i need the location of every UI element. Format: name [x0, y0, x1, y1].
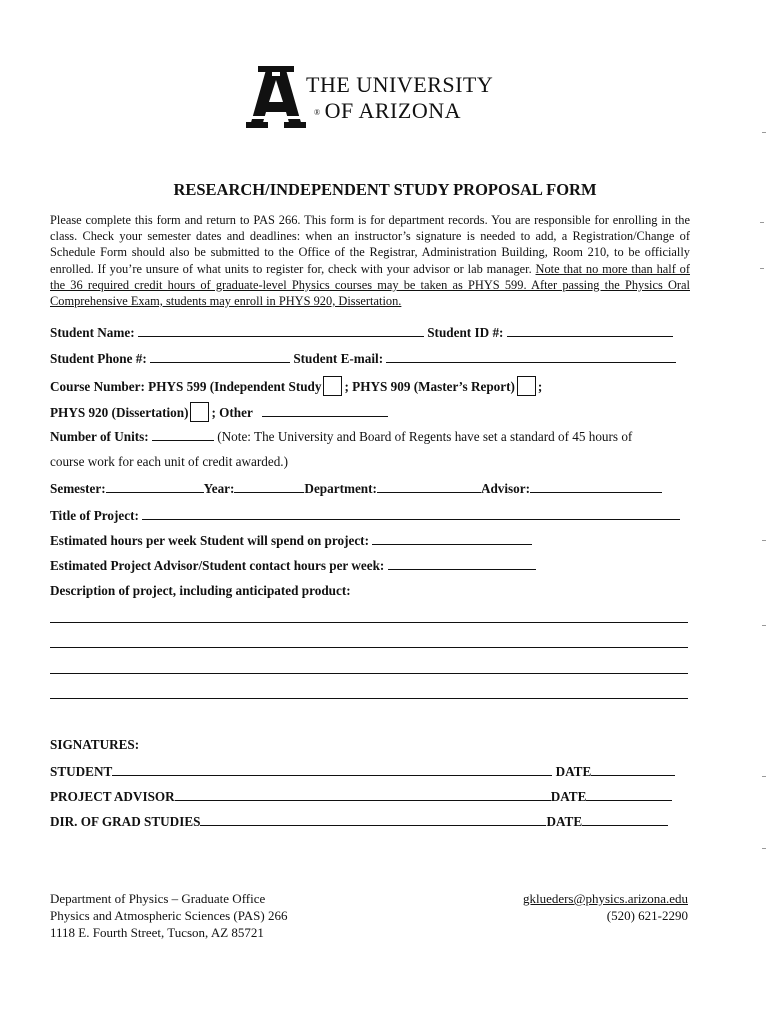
- student-email-label: Student E-mail:: [293, 351, 384, 366]
- estimated-hours-label: Estimated hours per week Student will spend on project:: [50, 533, 369, 548]
- footer-email-link[interactable]: gklueders@physics.arizona.edu: [522, 891, 688, 906]
- scan-speck: [762, 625, 766, 626]
- student-name-label: Student Name:: [50, 325, 135, 340]
- year-label: Year:: [203, 481, 235, 496]
- logo-line-2: OF ARIZONA: [324, 98, 461, 123]
- signatures-heading: SIGNATURES:: [50, 737, 140, 752]
- semester-field[interactable]: [106, 480, 204, 493]
- instructions-paragraph: [50, 212, 690, 309]
- description-label: Description of project, including anticipated product:: [50, 583, 351, 598]
- form-title: RESEARCH/INDEPENDENT STUDY PROPOSAL FORM: [173, 180, 597, 199]
- advisor-label: Advisor:: [480, 481, 531, 496]
- dir-date-label: DATE: [546, 814, 583, 829]
- footer-street: 1118 E. Fourth Street, Tucson, AZ 85721: [50, 925, 264, 940]
- phys920-label: PHYS 920 (Dissertation): [50, 405, 189, 420]
- description-line-3[interactable]: [50, 673, 688, 674]
- student-email-field[interactable]: [386, 350, 676, 363]
- advisor-date-label: DATE: [550, 789, 587, 804]
- year-field[interactable]: [234, 480, 304, 493]
- student-signature-label: STUDENT: [50, 764, 113, 779]
- contact-hours-label: Estimated Project Advisor/Student contact hours per week:: [50, 558, 385, 573]
- row-semester: [50, 480, 690, 497]
- other-field[interactable]: [262, 404, 388, 417]
- student-id-field[interactable]: [507, 324, 673, 337]
- student-id-label: Student ID #:: [427, 325, 504, 340]
- department-field[interactable]: [377, 480, 481, 493]
- row-advisor-signature: [50, 788, 690, 805]
- student-date-label: DATE: [555, 764, 592, 779]
- block-a-logo-icon: [246, 66, 306, 128]
- logo-line-1: THE UNIVERSITY: [306, 72, 494, 97]
- department-label: Department:: [304, 481, 377, 496]
- dir-date-field[interactable]: [582, 813, 668, 826]
- student-date-field[interactable]: [591, 763, 675, 776]
- student-phone-label: Student Phone #:: [50, 351, 147, 366]
- dir-signature-label: DIR. OF GRAD STUDIES: [50, 814, 201, 829]
- instructions-note: Note that no more than half of the 36 required credit hours of graduate-level Physics courses may be taken as PHYS 599. After passing the Physics Oral Comprehensive Exam, students may enroll in PHYS 920, Dissertation.: [50, 261, 690, 309]
- row-project-title: [50, 507, 690, 524]
- student-signature-field[interactable]: [112, 763, 552, 776]
- project-title-label: Title of Project:: [50, 508, 139, 523]
- phys599-checkbox[interactable]: [323, 376, 342, 396]
- phys909-checkbox[interactable]: [517, 376, 536, 396]
- instructions-text: Please complete this form and return to PAS 266. This form is for department records. You are responsible for enrolling in the class. Check your semester dates and deadlines: when an instructor’s signature is needed to add, a Registration/Change of Schedule Form should also be submitted to the Office of the Registrar, Administration Building, Room 210, to be officially enrolled. If you’re unsure of what units to register for, check with your advisor or lab manager.: [50, 213, 690, 276]
- footer-building: Physics and Atmospheric Sciences (PAS) 266: [50, 908, 288, 923]
- row-dir-signature: [50, 813, 690, 830]
- phys909-label: ; PHYS 909 (Master’s Report): [344, 379, 515, 394]
- advisor-field[interactable]: [530, 480, 662, 493]
- scan-speck: [762, 540, 766, 541]
- scan-speck: [762, 132, 766, 133]
- scan-speck: [762, 848, 766, 849]
- row-estimated-hours: [50, 532, 690, 549]
- footer-address: [50, 890, 287, 941]
- row-contact-hours: [50, 557, 690, 574]
- university-logo: [246, 66, 506, 130]
- units-label: Number of Units:: [50, 429, 149, 444]
- student-phone-field[interactable]: [150, 350, 290, 363]
- semicolon-text: ;: [537, 379, 543, 394]
- row-student-signature: [50, 763, 690, 780]
- estimated-hours-field[interactable]: [372, 532, 532, 545]
- logo-wordmark: [306, 72, 493, 126]
- row-student-name: [50, 324, 690, 341]
- scan-speck: [760, 268, 764, 269]
- student-name-field[interactable]: [138, 324, 424, 337]
- row-units-note: [50, 454, 690, 470]
- other-label: ; Other: [211, 405, 253, 420]
- dir-signature-field[interactable]: [200, 813, 546, 826]
- project-title-field[interactable]: [142, 507, 680, 520]
- advisor-signature-field[interactable]: [175, 788, 551, 801]
- row-description: [50, 583, 690, 599]
- scan-speck: [760, 222, 764, 223]
- course-number-label: Course Number: PHYS 599 (Independent Study: [50, 379, 322, 394]
- row-student-phone: [50, 350, 690, 367]
- row-units: [50, 428, 690, 445]
- units-note-continued: course work for each unit of credit awarded.): [50, 454, 288, 469]
- row-phys920: [50, 402, 690, 422]
- contact-hours-field[interactable]: [388, 557, 536, 570]
- description-line-4[interactable]: [50, 698, 688, 699]
- registered-mark: ®: [314, 107, 321, 117]
- row-course-number: [50, 376, 690, 396]
- advisor-date-field[interactable]: [586, 788, 672, 801]
- scan-speck: [762, 776, 766, 777]
- description-line-1[interactable]: [50, 622, 688, 623]
- phys920-checkbox[interactable]: [190, 402, 209, 422]
- description-line-2[interactable]: [50, 647, 688, 648]
- footer-phone: (520) 621-2290: [606, 908, 688, 923]
- units-note: (Note: The University and Board of Regents have set a standard of 45 hours of: [217, 429, 633, 444]
- units-field[interactable]: [152, 428, 214, 441]
- semester-label: Semester:: [50, 481, 106, 496]
- advisor-signature-label: PROJECT ADVISOR: [50, 789, 175, 804]
- footer-contact: [523, 890, 688, 924]
- footer-department: Department of Physics – Graduate Office: [50, 891, 266, 906]
